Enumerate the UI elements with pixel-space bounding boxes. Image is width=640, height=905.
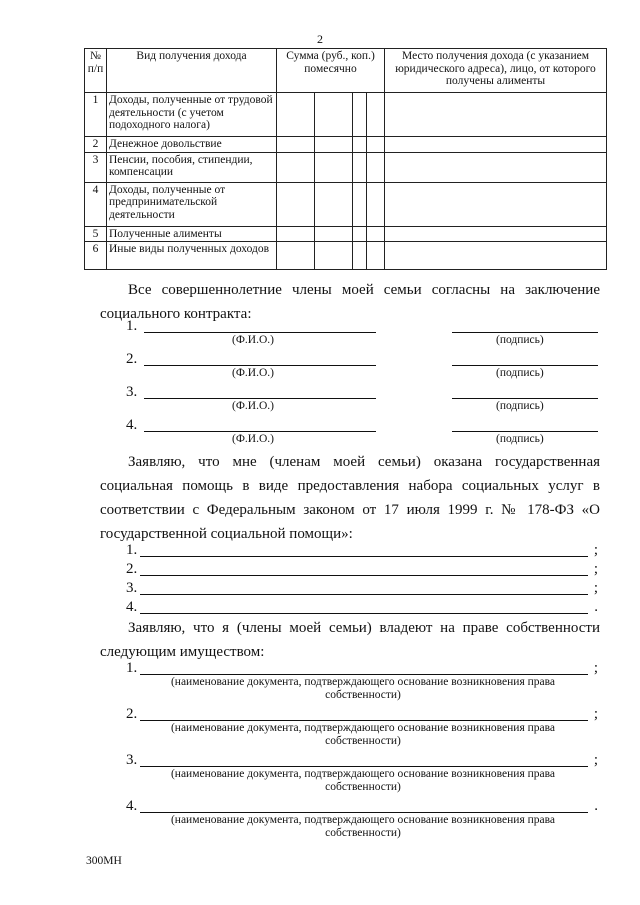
row-number: 3. [126, 752, 138, 768]
row-terminator: ; [593, 706, 598, 722]
row-number: 2. [126, 706, 138, 722]
row-terminator: ; [593, 660, 598, 676]
property-input-line[interactable] [140, 720, 588, 721]
row-label: Доходы, полученные от трудовой деятельности (с учетом подоходного налога) [107, 93, 277, 137]
property-caption: (наименование документа, подтверждающего основание возникновения права собственности) [170, 676, 556, 701]
row-terminator: . [594, 798, 598, 814]
sum-cell[interactable] [315, 152, 353, 182]
assistance-line [126, 580, 600, 599]
sum-cell[interactable] [277, 226, 315, 242]
row-number: 2. [126, 351, 138, 367]
row-number: 2. [126, 561, 138, 577]
fio-field[interactable] [144, 398, 376, 399]
assistance-input-line[interactable] [140, 613, 588, 614]
sum-cell[interactable] [315, 226, 353, 242]
property-paragraph: Заявляю, что я (члены моей семьи) владеют на праве собственности следующим имуществом: [100, 620, 600, 660]
place-cell[interactable] [385, 93, 607, 137]
sum-cell[interactable] [315, 182, 353, 226]
assistance-input-line[interactable] [140, 556, 588, 557]
row-number: 1. [126, 318, 138, 334]
signature-caption: (подпись) [496, 433, 544, 445]
signature-caption: (подпись) [496, 367, 544, 379]
header-monthly-sum: Сумма (руб., коп.) помесячно [277, 49, 385, 93]
sum-cell[interactable] [277, 137, 315, 153]
fio-field[interactable] [144, 332, 376, 333]
property-input-line[interactable] [140, 674, 588, 675]
table-row [85, 137, 607, 153]
sum-cell[interactable] [277, 152, 315, 182]
property-input-line[interactable] [140, 812, 588, 813]
fio-field[interactable] [144, 365, 376, 366]
sum-cell[interactable] [277, 182, 315, 226]
sum-cell[interactable] [367, 152, 385, 182]
row-terminator: ; [593, 542, 598, 558]
property-line [126, 752, 600, 796]
sum-cell[interactable] [353, 93, 367, 137]
row-num: 1 [85, 93, 107, 137]
sum-cell[interactable] [315, 242, 353, 270]
row-number: 4. [126, 798, 138, 814]
row-number: 4. [126, 417, 138, 433]
consent-signature-row [100, 318, 600, 350]
fio-field[interactable] [144, 431, 376, 432]
table-row [85, 226, 607, 242]
row-terminator: ; [593, 580, 598, 596]
sum-cell[interactable] [277, 93, 315, 137]
table-row [85, 242, 607, 270]
row-num: 3 [85, 152, 107, 182]
row-num: 4 [85, 182, 107, 226]
row-terminator: ; [593, 752, 598, 768]
property-input-line[interactable] [140, 766, 588, 767]
row-terminator: ; [593, 561, 598, 577]
row-label: Иные виды полученных доходов [107, 242, 277, 270]
property-caption: (наименование документа, подтверждающего основание возникновения права собственности) [170, 814, 556, 839]
assistance-input-line[interactable] [140, 594, 588, 595]
row-number: 4. [126, 599, 138, 615]
assistance-input-line[interactable] [140, 575, 588, 576]
row-label: Денежное довольствие [107, 137, 277, 153]
row-num: 6 [85, 242, 107, 270]
fio-caption: (Ф.И.О.) [232, 400, 274, 412]
sum-cell[interactable] [367, 226, 385, 242]
sum-cell[interactable] [315, 137, 353, 153]
signature-caption: (подпись) [496, 400, 544, 412]
header-income-type: Вид получения дохода [107, 49, 277, 93]
consent-signature-row [100, 417, 600, 449]
fio-caption: (Ф.И.О.) [232, 334, 274, 346]
sum-cell[interactable] [277, 242, 315, 270]
row-num: 2 [85, 137, 107, 153]
place-cell[interactable] [385, 152, 607, 182]
place-cell[interactable] [385, 182, 607, 226]
row-number: 1. [126, 542, 138, 558]
income-table [84, 48, 607, 270]
fio-caption: (Ф.И.О.) [232, 433, 274, 445]
signature-field[interactable] [452, 398, 598, 399]
row-number: 3. [126, 580, 138, 596]
table-row [85, 93, 607, 137]
sum-cell[interactable] [353, 137, 367, 153]
assistance-line [126, 542, 600, 561]
page-number: 2 [317, 32, 323, 46]
property-caption: (наименование документа, подтверждающего основание возникновения права собственности) [170, 722, 556, 747]
assistance-paragraph: Заявляю, что мне (членам моей семьи) оказана государственная социальная помощь в виде предоставления набора социальных услуг в соответствии с Федеральным законом от 17 июля 1999 г. № 178-ФЗ «О государственной социальной помощи»: [100, 454, 600, 542]
sum-cell[interactable] [367, 242, 385, 270]
property-line [126, 706, 600, 750]
row-num: 5 [85, 226, 107, 242]
consent-paragraph: Все совершеннолетние члены моей семьи согласны на заключение социального контракта: [100, 282, 600, 322]
sum-cell[interactable] [353, 182, 367, 226]
header-num: № п/п [85, 49, 107, 93]
property-line [126, 798, 600, 842]
consent-signature-row [100, 384, 600, 416]
table-row [85, 152, 607, 182]
place-cell[interactable] [385, 242, 607, 270]
property-caption: (наименование документа, подтверждающего основание возникновения права собственности) [170, 768, 556, 793]
sum-cell[interactable] [367, 137, 385, 153]
signature-caption: (подпись) [496, 334, 544, 346]
sum-cell[interactable] [353, 242, 367, 270]
sum-cell[interactable] [353, 152, 367, 182]
place-cell[interactable] [385, 226, 607, 242]
sum-cell[interactable] [367, 182, 385, 226]
signature-field[interactable] [452, 431, 598, 432]
sum-cell[interactable] [353, 226, 367, 242]
row-label: Пенсии, пособия, стипендии, компенсации [107, 152, 277, 182]
row-label: Доходы, полученные от предпринимательской деятельности [107, 182, 277, 226]
header-income-place: Место получения дохода (с указанием юридического адреса), лицо, от которого получены алименты [385, 49, 607, 93]
footer-code: 300МН [86, 855, 122, 867]
row-number: 1. [126, 660, 138, 676]
property-line [126, 660, 600, 704]
signature-field[interactable] [452, 365, 598, 366]
table-row [85, 182, 607, 226]
sum-cell[interactable] [367, 93, 385, 137]
sum-cell[interactable] [315, 93, 353, 137]
place-cell[interactable] [385, 137, 607, 153]
row-label: Полученные алименты [107, 226, 277, 242]
assistance-line [126, 561, 600, 580]
row-terminator: . [594, 599, 598, 615]
fio-caption: (Ф.И.О.) [232, 367, 274, 379]
row-number: 3. [126, 384, 138, 400]
consent-signature-row [100, 351, 600, 383]
table-header-row [85, 49, 607, 93]
signature-field[interactable] [452, 332, 598, 333]
